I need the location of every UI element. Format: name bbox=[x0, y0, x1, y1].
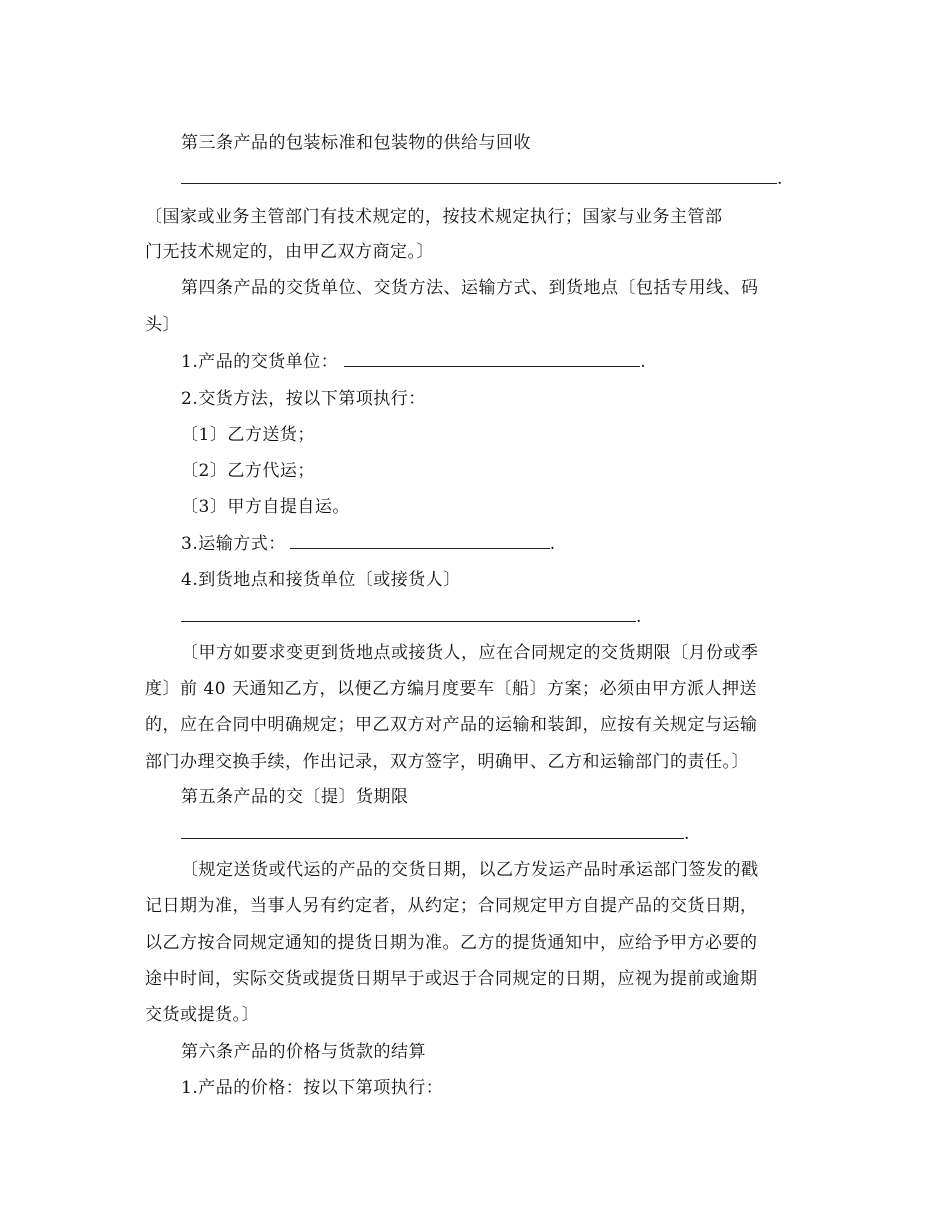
option-1: 〔1〕乙方送货； bbox=[181, 425, 315, 445]
blank-end-mark: . bbox=[636, 607, 642, 627]
blank-end-mark: . bbox=[640, 352, 647, 372]
article5-note-line: 交货或提货。〕 bbox=[145, 1005, 259, 1025]
article3-heading: 第三条产品的包装标准和包装物的供给与回收 bbox=[181, 133, 531, 153]
article5-note-line: 记日期为准，当事人另有约定者，从约定；合同规定甲方自提产品的交货日期， bbox=[145, 896, 758, 916]
article4-note-line: 〔甲方如要求变更到货地点或接货人，应在合同规定的交货期限〔月份或季 bbox=[181, 643, 759, 663]
article4-heading-cont: 头〕 bbox=[145, 315, 180, 335]
article4-item4: 4.到货地点和接货单位〔或接货人〕 bbox=[181, 570, 461, 590]
blank-end-mark: . bbox=[549, 534, 556, 554]
option-3: 〔3〕甲方自提自运。 bbox=[181, 497, 350, 517]
item3-label: 3.运输方式： bbox=[181, 534, 286, 554]
article4-item1-row bbox=[181, 350, 646, 374]
fill-in-blank[interactable] bbox=[181, 167, 777, 184]
fill-in-blank[interactable] bbox=[181, 822, 684, 839]
article6-heading: 第六条产品的价格与货款的结算 bbox=[181, 1042, 426, 1062]
article5-note-line: 以乙方按合同规定通知的提货日期为准。乙方的提货通知中，应给予甲方必要的 bbox=[145, 933, 758, 953]
article4-note-line: 部门办理交换手续，作出记录，双方签字，明确甲、乙方和运输部门的责任。〕 bbox=[145, 752, 749, 772]
article6-item1: 1.产品的价格：按以下第项执行： bbox=[181, 1078, 444, 1098]
article3-note-line: 〔国家或业务主管部门有技术规定的，按技术规定执行；国家与业务主管部 bbox=[145, 207, 723, 227]
blank-end-mark: . bbox=[684, 824, 690, 844]
article4-note-line: 的，应在合同中明确规定；甲乙双方对产品的运输和装卸，应按有关规定与运输 bbox=[145, 715, 758, 735]
article4-item2: 2.交货方法，按以下第项执行： bbox=[181, 389, 426, 409]
article4-heading: 第四条产品的交货单位、交货方法、运输方式、到货地点〔包括专用线、码 bbox=[181, 278, 759, 298]
article5-heading: 第五条产品的交〔提〕货期限 bbox=[181, 787, 409, 807]
article3-blank-row bbox=[181, 167, 783, 191]
article5-blank-row bbox=[181, 822, 690, 846]
article4-note-line: 度〕前 40 天通知乙方，以便乙方编月度要车〔船〕方案；必须由甲方派人押送 bbox=[145, 679, 757, 699]
fill-in-blank[interactable] bbox=[181, 605, 636, 622]
article4-item4-blank-row bbox=[181, 605, 642, 629]
item1-label: 1.产品的交货单位： bbox=[181, 352, 339, 372]
fill-in-blank[interactable] bbox=[290, 532, 550, 549]
article4-item3-row bbox=[181, 532, 556, 556]
option-2: 〔2〕乙方代运； bbox=[181, 461, 315, 481]
article5-note-line: 途中时间，实际交货或提货日期早于或迟于合同规定的日期，应视为提前或逾期 bbox=[145, 969, 758, 989]
blank-end-mark: . bbox=[777, 169, 783, 189]
fill-in-blank[interactable] bbox=[344, 350, 640, 367]
article3-note-line: 门无技术规定的，由甲乙双方商定。〕 bbox=[145, 242, 434, 262]
article5-note-line: 〔规定送货或代运的产品的交货日期，以乙方发运产品时承运部门签发的戳 bbox=[181, 860, 759, 880]
